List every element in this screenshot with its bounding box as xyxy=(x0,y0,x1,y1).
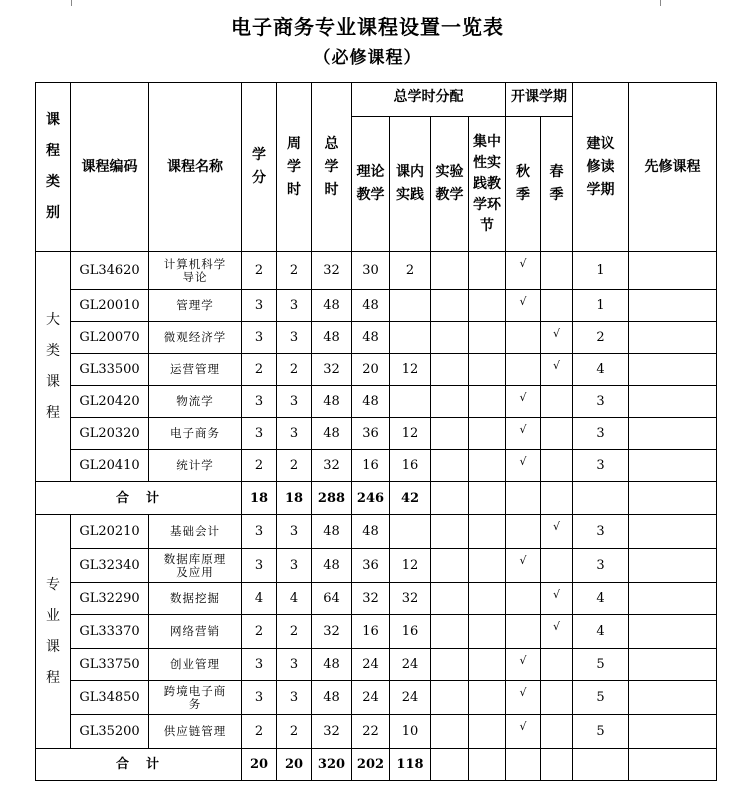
autumn-check: √ xyxy=(506,450,541,482)
suggested-semester-cell: 3 xyxy=(573,386,629,418)
header-practice xyxy=(390,117,431,252)
subtotal-empty-cell xyxy=(469,749,506,781)
autumn-check: √ xyxy=(506,681,541,715)
table-row xyxy=(36,583,717,615)
subtotal-empty-cell xyxy=(629,482,717,515)
experiment-cell xyxy=(431,649,469,681)
course-name: 电子商务 xyxy=(170,426,220,440)
header-concentrated-text: 集中性实践教学环节 xyxy=(473,133,501,234)
experiment-cell xyxy=(431,322,469,354)
experiment-cell xyxy=(431,681,469,715)
practice-cell: 32 xyxy=(390,583,431,615)
autumn-check xyxy=(506,515,541,549)
code-cell: GL20410 xyxy=(71,450,149,482)
spring-check xyxy=(541,290,573,322)
weekly-hours-cell: 3 xyxy=(277,649,312,681)
total-hours-cell: 32 xyxy=(312,615,352,649)
theory-cell: 16 xyxy=(352,615,390,649)
experiment-cell xyxy=(431,515,469,549)
theory-cell: 22 xyxy=(352,715,390,749)
concentrated-cell xyxy=(469,418,506,450)
table-row xyxy=(36,386,717,418)
autumn-check: √ xyxy=(506,418,541,450)
header-autumn-text: 秋季 xyxy=(516,164,530,203)
name-cell xyxy=(149,515,242,549)
subtotal-practice: 118 xyxy=(390,749,431,781)
header-autumn xyxy=(506,117,541,252)
subtotal-credits: 20 xyxy=(242,749,277,781)
name-cell xyxy=(149,386,242,418)
theory-cell: 36 xyxy=(352,418,390,450)
subtotal-empty-cell xyxy=(431,482,469,515)
header-spring-text: 春季 xyxy=(549,164,564,203)
header-experiment-text: 实验教学 xyxy=(435,164,464,203)
suggested-semester-cell: 3 xyxy=(573,450,629,482)
header-theory xyxy=(352,117,390,252)
autumn-check xyxy=(506,583,541,615)
suggested-semester-cell: 1 xyxy=(573,290,629,322)
header-concentrated xyxy=(469,117,506,252)
header-total-hours xyxy=(312,83,352,252)
header-suggested-text: 建议修读学期 xyxy=(586,135,615,198)
spring-check xyxy=(541,450,573,482)
weekly-hours-cell: 2 xyxy=(277,354,312,386)
header-credits xyxy=(242,83,277,252)
subtotal-weekly: 20 xyxy=(277,749,312,781)
total-hours-cell: 32 xyxy=(312,450,352,482)
prereq-cell xyxy=(629,418,717,450)
concentrated-cell xyxy=(469,322,506,354)
subtotal-row xyxy=(36,482,717,515)
subtotal-credits: 18 xyxy=(242,482,277,515)
practice-cell: 16 xyxy=(390,450,431,482)
credits-cell: 2 xyxy=(242,252,277,290)
total-hours-cell: 32 xyxy=(312,252,352,290)
theory-cell: 36 xyxy=(352,549,390,583)
practice-cell: 24 xyxy=(390,681,431,715)
prereq-cell xyxy=(629,386,717,418)
name-cell xyxy=(149,549,242,583)
subtotal-empty-cell xyxy=(541,482,573,515)
prereq-cell xyxy=(629,354,717,386)
course-name: 运营管理 xyxy=(170,362,220,376)
concentrated-cell xyxy=(469,681,506,715)
spring-check: √ xyxy=(541,515,573,549)
prereq-cell xyxy=(629,252,717,290)
suggested-semester-cell: 2 xyxy=(573,322,629,354)
name-cell xyxy=(149,681,242,715)
suggested-semester-cell: 4 xyxy=(573,583,629,615)
suggested-semester-cell: 5 xyxy=(573,649,629,681)
code-cell: GL32340 xyxy=(71,549,149,583)
header-credits-text: 学分 xyxy=(252,147,266,186)
autumn-check xyxy=(506,322,541,354)
header-weekly-text: 周学时 xyxy=(287,135,301,198)
header-theory-text: 理论教学 xyxy=(356,164,385,203)
concentrated-cell xyxy=(469,615,506,649)
practice-cell xyxy=(390,322,431,354)
course-name: 数据库原理及应用 xyxy=(163,551,227,579)
subtotal-total: 288 xyxy=(312,482,352,515)
suggested-semester-cell: 4 xyxy=(573,354,629,386)
weekly-hours-cell: 3 xyxy=(277,549,312,583)
suggested-semester-cell: 5 xyxy=(573,681,629,715)
experiment-cell xyxy=(431,418,469,450)
subtotal-theory: 246 xyxy=(352,482,390,515)
theory-cell: 30 xyxy=(352,252,390,290)
total-hours-cell: 48 xyxy=(312,418,352,450)
code-cell: GL33370 xyxy=(71,615,149,649)
weekly-hours-cell: 3 xyxy=(277,386,312,418)
practice-cell: 12 xyxy=(390,354,431,386)
suggested-semester-cell: 1 xyxy=(573,252,629,290)
concentrated-cell xyxy=(469,290,506,322)
concentrated-cell xyxy=(469,386,506,418)
autumn-check: √ xyxy=(506,549,541,583)
practice-cell: 10 xyxy=(390,715,431,749)
prereq-cell xyxy=(629,515,717,549)
total-hours-cell: 48 xyxy=(312,515,352,549)
total-hours-cell: 48 xyxy=(312,681,352,715)
practice-cell: 12 xyxy=(390,418,431,450)
spring-check: √ xyxy=(541,322,573,354)
theory-cell: 16 xyxy=(352,450,390,482)
practice-cell xyxy=(390,386,431,418)
total-hours-cell: 48 xyxy=(312,322,352,354)
practice-cell: 24 xyxy=(390,649,431,681)
credits-cell: 3 xyxy=(242,322,277,354)
subtotal-empty-cell xyxy=(469,482,506,515)
subtotal-theory: 202 xyxy=(352,749,390,781)
subtotal-label: 合 计 xyxy=(36,482,242,515)
theory-cell: 24 xyxy=(352,681,390,715)
prereq-cell xyxy=(629,322,717,354)
name-cell xyxy=(149,354,242,386)
name-cell xyxy=(149,322,242,354)
course-table xyxy=(35,82,717,781)
concentrated-cell xyxy=(469,515,506,549)
name-cell xyxy=(149,290,242,322)
table-row xyxy=(36,354,717,386)
course-name: 物流学 xyxy=(176,394,214,408)
theory-cell: 24 xyxy=(352,649,390,681)
autumn-check: √ xyxy=(506,649,541,681)
experiment-cell xyxy=(431,354,469,386)
code-cell: GL20010 xyxy=(71,290,149,322)
code-cell: GL20210 xyxy=(71,515,149,549)
header-suggested xyxy=(573,83,629,252)
category-label: 大类课程 xyxy=(46,311,60,421)
weekly-hours-cell: 4 xyxy=(277,583,312,615)
experiment-cell xyxy=(431,715,469,749)
credits-cell: 3 xyxy=(242,418,277,450)
concentrated-cell xyxy=(469,649,506,681)
crop-mark xyxy=(71,0,72,6)
theory-cell: 48 xyxy=(352,515,390,549)
experiment-cell xyxy=(431,583,469,615)
credits-cell: 2 xyxy=(242,615,277,649)
spring-check: √ xyxy=(541,615,573,649)
credits-cell: 3 xyxy=(242,290,277,322)
practice-cell xyxy=(390,290,431,322)
spring-check xyxy=(541,715,573,749)
header-experiment xyxy=(431,117,469,252)
autumn-check xyxy=(506,615,541,649)
course-name: 计算机科学导论 xyxy=(163,256,227,284)
spring-check xyxy=(541,649,573,681)
prereq-cell xyxy=(629,450,717,482)
table-row xyxy=(36,615,717,649)
weekly-hours-cell: 2 xyxy=(277,615,312,649)
spring-check xyxy=(541,549,573,583)
name-cell xyxy=(149,583,242,615)
subtotal-empty-cell xyxy=(506,749,541,781)
subtotal-empty-cell xyxy=(506,482,541,515)
practice-cell: 2 xyxy=(390,252,431,290)
total-hours-cell: 48 xyxy=(312,649,352,681)
subtotal-empty-cell xyxy=(629,749,717,781)
subtotal-row xyxy=(36,749,717,781)
code-cell: GL20320 xyxy=(71,418,149,450)
course-name: 基础会计 xyxy=(170,524,220,538)
table-row xyxy=(36,515,717,549)
subtotal-label: 合 计 xyxy=(36,749,242,781)
total-hours-cell: 48 xyxy=(312,290,352,322)
category-label: 专业课程 xyxy=(46,576,60,686)
table-row xyxy=(36,715,717,749)
theory-cell: 32 xyxy=(352,583,390,615)
suggested-semester-cell: 5 xyxy=(573,715,629,749)
credits-cell: 3 xyxy=(242,549,277,583)
concentrated-cell xyxy=(469,450,506,482)
spring-check: √ xyxy=(541,583,573,615)
code-cell: GL33500 xyxy=(71,354,149,386)
header-name: 课程名称 xyxy=(149,83,242,252)
spring-check xyxy=(541,386,573,418)
concentrated-cell xyxy=(469,354,506,386)
category-cell xyxy=(36,515,71,749)
practice-cell xyxy=(390,515,431,549)
header-spring xyxy=(541,117,573,252)
autumn-check: √ xyxy=(506,386,541,418)
table-row xyxy=(36,450,717,482)
experiment-cell xyxy=(431,252,469,290)
table-row xyxy=(36,252,717,290)
suggested-semester-cell: 3 xyxy=(573,418,629,450)
prereq-cell xyxy=(629,549,717,583)
course-name: 网络营销 xyxy=(170,624,220,638)
total-hours-cell: 48 xyxy=(312,386,352,418)
table-row xyxy=(36,418,717,450)
header-weekly-hours xyxy=(277,83,312,252)
credits-cell: 3 xyxy=(242,649,277,681)
table-row xyxy=(36,549,717,583)
theory-cell: 48 xyxy=(352,290,390,322)
name-cell xyxy=(149,715,242,749)
credits-cell: 3 xyxy=(242,515,277,549)
weekly-hours-cell: 3 xyxy=(277,322,312,354)
concentrated-cell xyxy=(469,583,506,615)
header-total-text: 总学时 xyxy=(324,135,339,198)
experiment-cell xyxy=(431,549,469,583)
total-hours-cell: 48 xyxy=(312,549,352,583)
weekly-hours-cell: 3 xyxy=(277,418,312,450)
name-cell xyxy=(149,450,242,482)
subtotal-empty-cell xyxy=(573,749,629,781)
theory-cell: 48 xyxy=(352,386,390,418)
practice-cell: 12 xyxy=(390,549,431,583)
prereq-cell xyxy=(629,715,717,749)
code-cell: GL34620 xyxy=(71,252,149,290)
header-distribution: 总学时分配 xyxy=(352,83,506,117)
spring-check: √ xyxy=(541,354,573,386)
name-cell xyxy=(149,615,242,649)
category-cell xyxy=(36,252,71,482)
header-practice-text: 课内实践 xyxy=(396,164,424,203)
code-cell: GL35200 xyxy=(71,715,149,749)
spring-check xyxy=(541,418,573,450)
code-cell: GL20070 xyxy=(71,322,149,354)
spring-check xyxy=(541,681,573,715)
subtotal-empty-cell xyxy=(541,749,573,781)
suggested-semester-cell: 4 xyxy=(573,615,629,649)
course-name: 管理学 xyxy=(176,298,214,312)
course-name: 跨境电子商务 xyxy=(163,683,227,711)
prereq-cell xyxy=(629,681,717,715)
course-name: 数据挖掘 xyxy=(170,591,220,605)
code-cell: GL20420 xyxy=(71,386,149,418)
total-hours-cell: 64 xyxy=(312,583,352,615)
subtotal-total: 320 xyxy=(312,749,352,781)
concentrated-cell xyxy=(469,252,506,290)
subtotal-weekly: 18 xyxy=(277,482,312,515)
code-cell: GL34850 xyxy=(71,681,149,715)
code-cell: GL33750 xyxy=(71,649,149,681)
subtotal-practice: 42 xyxy=(390,482,431,515)
page-title: 电子商务专业课程设置一览表 xyxy=(231,15,504,39)
header-category xyxy=(36,83,71,252)
course-name: 创业管理 xyxy=(170,657,220,671)
credits-cell: 3 xyxy=(242,681,277,715)
credits-cell: 4 xyxy=(242,583,277,615)
autumn-check xyxy=(506,354,541,386)
credits-cell: 2 xyxy=(242,354,277,386)
credits-cell: 2 xyxy=(242,450,277,482)
weekly-hours-cell: 3 xyxy=(277,681,312,715)
experiment-cell xyxy=(431,450,469,482)
weekly-hours-cell: 2 xyxy=(277,450,312,482)
practice-cell: 16 xyxy=(390,615,431,649)
header-category-text: 课程类别 xyxy=(46,112,60,221)
course-name: 微观经济学 xyxy=(163,330,227,344)
prereq-cell xyxy=(629,290,717,322)
weekly-hours-cell: 2 xyxy=(277,715,312,749)
spring-check xyxy=(541,252,573,290)
suggested-semester-cell: 3 xyxy=(573,515,629,549)
autumn-check: √ xyxy=(506,290,541,322)
concentrated-cell xyxy=(469,715,506,749)
autumn-check: √ xyxy=(506,252,541,290)
prereq-cell xyxy=(629,583,717,615)
table-row xyxy=(36,290,717,322)
total-hours-cell: 32 xyxy=(312,715,352,749)
theory-cell: 48 xyxy=(352,322,390,354)
suggested-semester-cell: 3 xyxy=(573,549,629,583)
page-subtitle: （必修课程） xyxy=(313,48,422,68)
name-cell xyxy=(149,418,242,450)
course-name: 供应链管理 xyxy=(163,724,227,738)
table-row xyxy=(36,322,717,354)
course-name: 统计学 xyxy=(176,458,214,472)
table-row xyxy=(36,681,717,715)
crop-mark xyxy=(660,0,661,6)
credits-cell: 2 xyxy=(242,715,277,749)
name-cell xyxy=(149,649,242,681)
prereq-cell xyxy=(629,615,717,649)
table-row xyxy=(36,649,717,681)
header-code: 课程编码 xyxy=(71,83,149,252)
prereq-cell xyxy=(629,649,717,681)
concentrated-cell xyxy=(469,549,506,583)
header-semester: 开课学期 xyxy=(506,83,573,117)
name-cell xyxy=(149,252,242,290)
theory-cell: 20 xyxy=(352,354,390,386)
subtotal-empty-cell xyxy=(573,482,629,515)
header-prereq: 先修课程 xyxy=(629,83,717,252)
experiment-cell xyxy=(431,615,469,649)
weekly-hours-cell: 3 xyxy=(277,290,312,322)
total-hours-cell: 32 xyxy=(312,354,352,386)
credits-cell: 3 xyxy=(242,386,277,418)
autumn-check: √ xyxy=(506,715,541,749)
code-cell: GL32290 xyxy=(71,583,149,615)
weekly-hours-cell: 2 xyxy=(277,252,312,290)
experiment-cell xyxy=(431,386,469,418)
weekly-hours-cell: 3 xyxy=(277,515,312,549)
subtotal-empty-cell xyxy=(431,749,469,781)
experiment-cell xyxy=(431,290,469,322)
